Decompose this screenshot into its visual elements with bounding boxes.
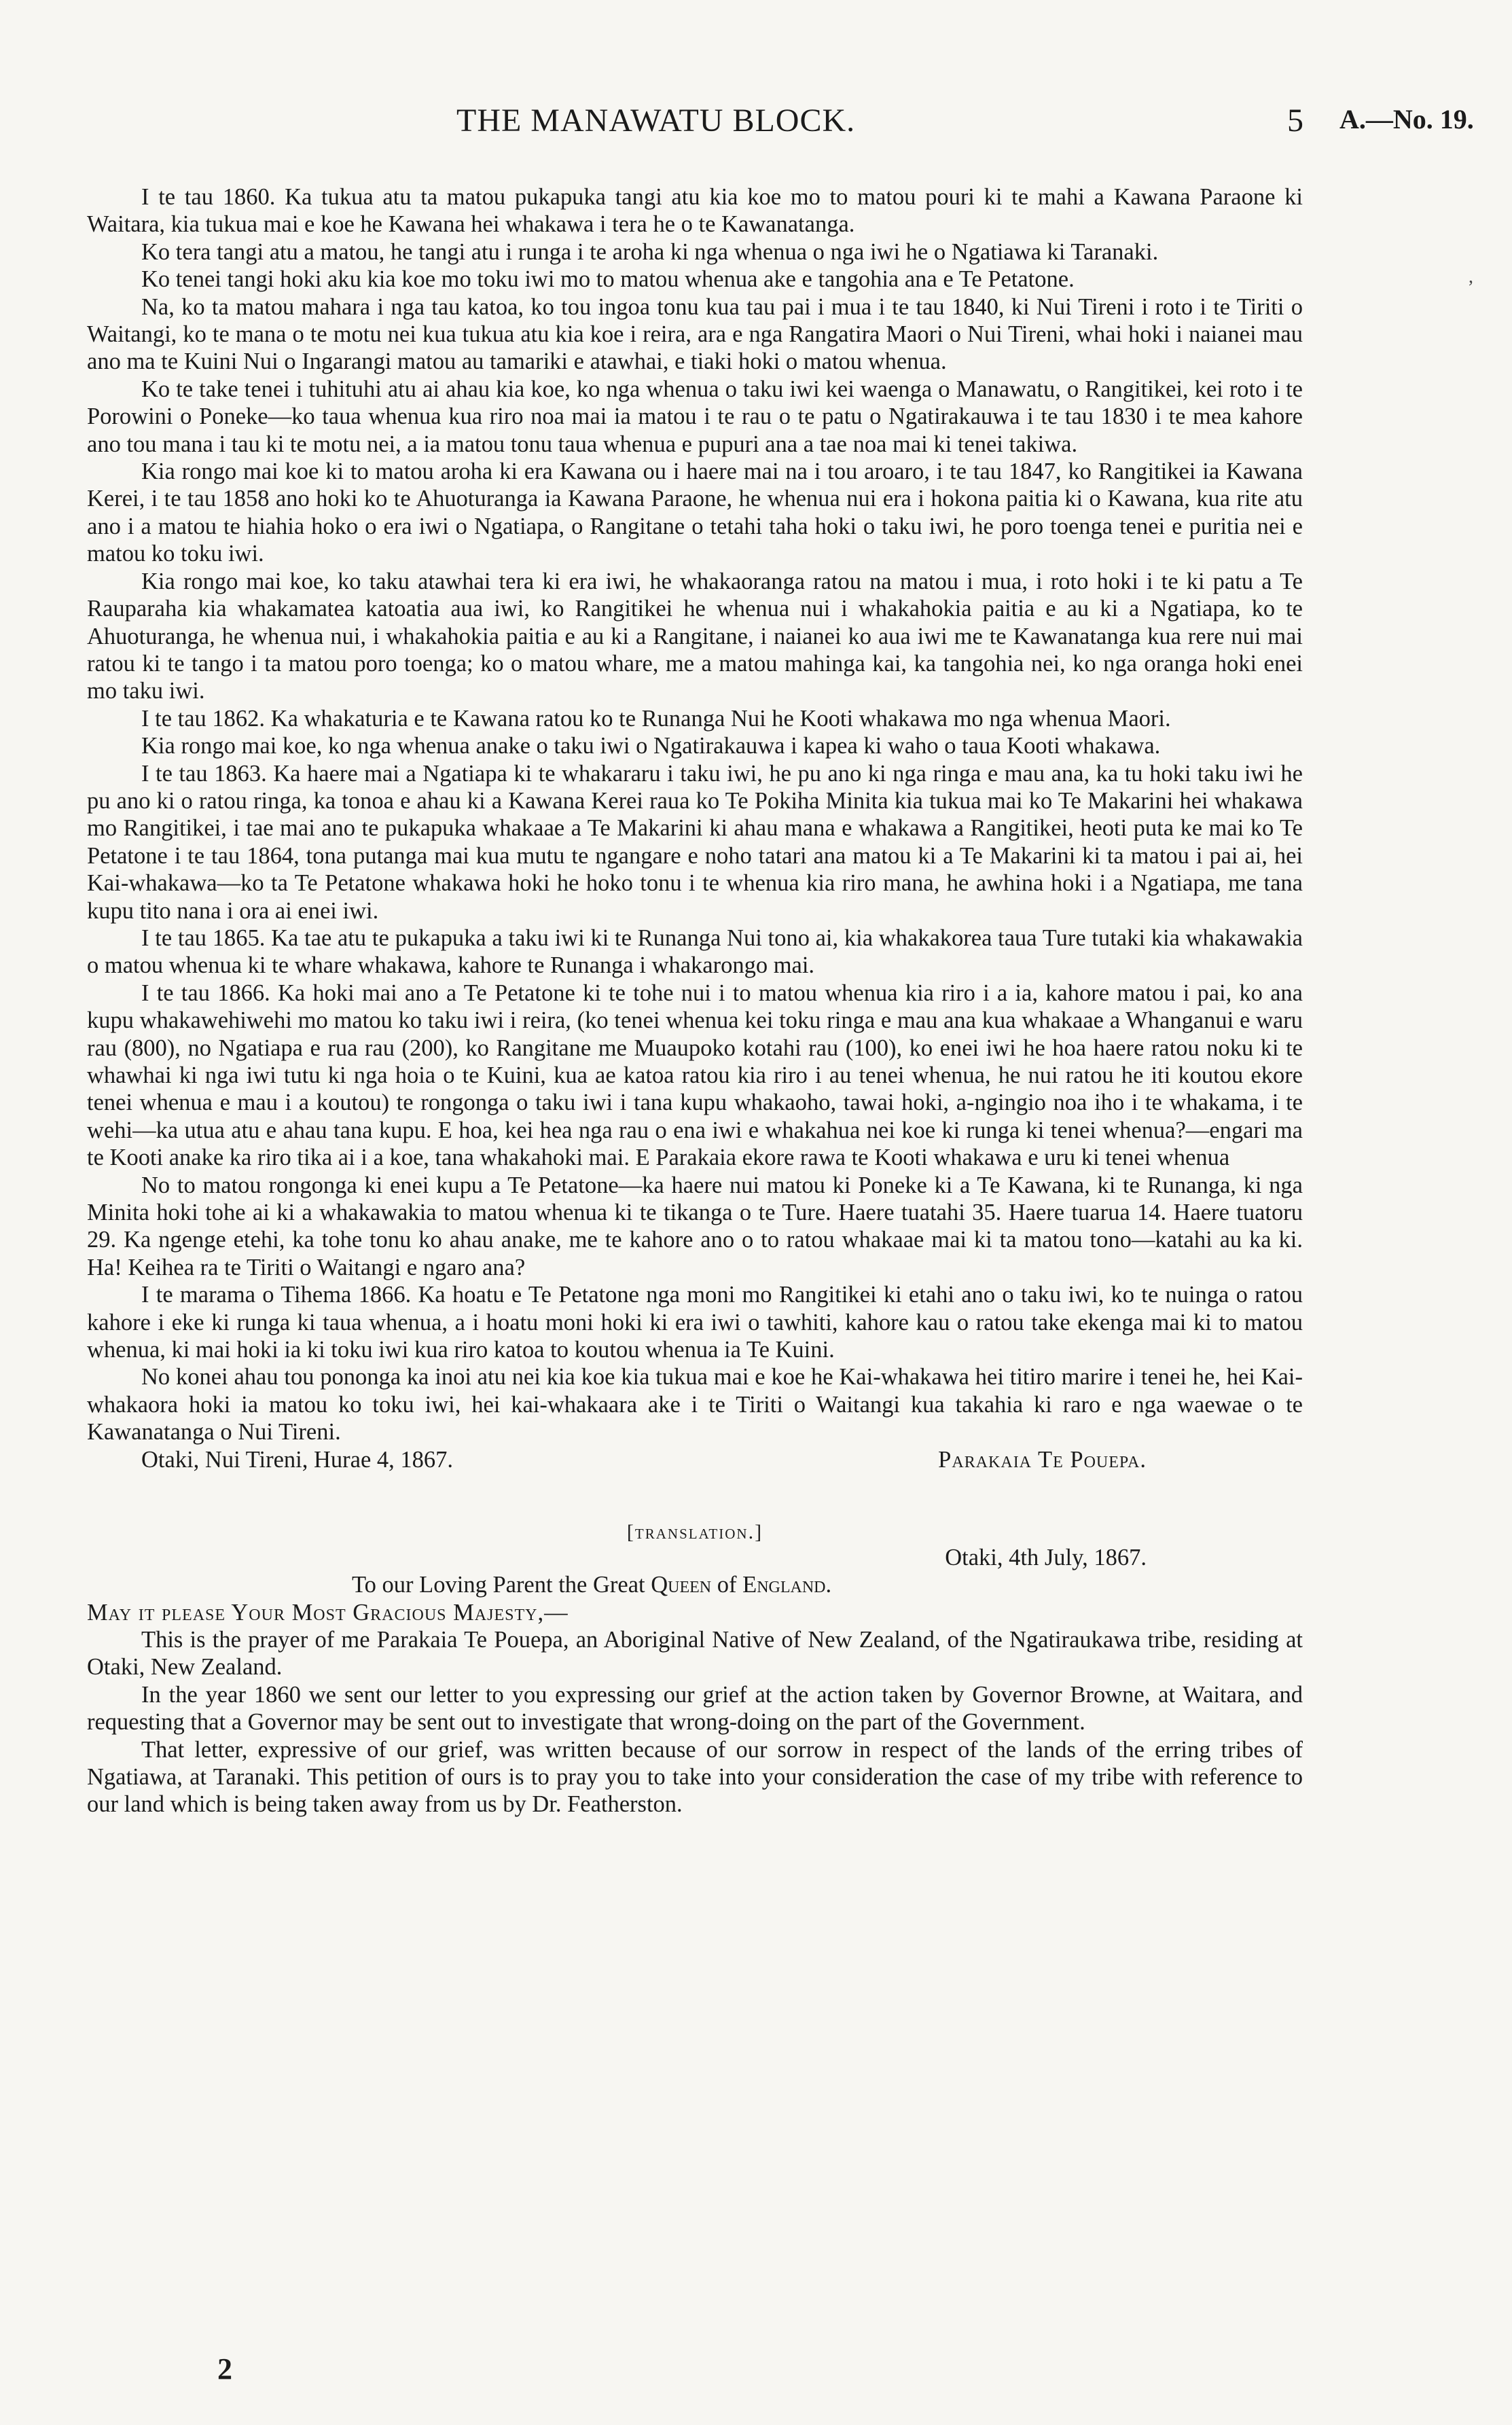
translation-paragraph: In the year 1860 we sent our letter to you expressing our grief at the action taken by Governor Browne, at Waitara, and requesting that a Governor may be sent out to investigate that wrong-doing on the part of the Government.	[87, 1681, 1303, 1736]
maori-paragraph: Kia rongo mai koe ki to matou aroha ki era Kawana ou i haere mai na i tou aroaro, i te tau 1847, ko Rangitikei ia Kawana Kerei, i te tau 1858 ano hoki ko te Ahuoturanga ia Kawana Paraone, he whenua nui era i hokona paitia ki o Kawana, kua rite atu ano i a matou te hiahia hoko o era iwi o Ngatiapa, o Rangitane o tetahi taha hoki o taku iwi, he poro toenga tenei e puritia nei e matou ko toku iwi.	[87, 459, 1303, 567]
maori-paragraph: I te marama o Tihema 1866. Ka hoatu e Te Petatone nga moni mo Rangitikei ki etahi ano o taku iwi, ko te nuinga o ratou kahore i eke ki runga ki taua whenua, a i hoatu moni hoki ki era iwi o tawhiti, kahore kau o ratou take ekenga mai ki to matou whenua, ki mai hoki ia ki toku iwi kua riro katoa to koutou whenua ia Te Kuini.	[87, 1282, 1303, 1363]
document-reference: A.—No. 19.	[1339, 104, 1474, 134]
maori-paragraph: I te tau 1863. Ka haere mai a Ngatiapa ki te whakararu i taku iwi, he pu ano ki nga ringa e mau ana, ka tu hoki taku iwi he pu ano ki o ratou ringa, ka tonoa e ahau ki a Kawana Kerei raua ko Te Pokiha Minita kia tukua mai ko Te Makarini hei whakawa mo Rangitikei, i tae mai ano te pukapuka whakaae a Te Makarini ki ahau mana e whakawa a Rangitikei, heoti puta ke mai ko Te Petatone i te tau 1864, tona putanga mai kua mutu te ngangare e noho tatari ana matou ki a Te Makarini ki ta matou i pai ai, hei Kai-whakawa—ko ta Te Petatone whakawa hoki he hoko tonu i te whenua kia riro mana, he awhina hoki i a Ngatiapa, me tana kupu tito nana i ora ai enei iwi.	[87, 760, 1303, 924]
maori-paragraph: I te tau 1862. Ka whakaturia e te Kawana ratou ko te Runanga Nui he Kooti whakawa mo nga whenua Maori.	[141, 705, 1171, 732]
address-queen: Queen	[651, 1572, 712, 1598]
translation-paragraph: That letter, expressive of our grief, was written because of our sorrow in respect of the lands of the erring tribes of Ngatiawa, at Taranaki. This petition of ours is to pray you to take into your consideration the case of my tribe with reference to our land which is being taken away from us by Dr. Featherston.	[87, 1736, 1303, 1818]
translation-paragraph: This is the prayer of me Parakaia Te Pouepa, an Aboriginal Native of New Zealand, of the Ngatiraukawa tribe, residing at Otaki, New Zealand.	[87, 1626, 1303, 1681]
document-body	[87, 183, 1303, 1818]
maori-paragraph: Na, ko ta matou mahara i nga tau katoa, ko tou ingoa tonu kua tau pai i mua i te tau 1840, ki Nui Tireni i roto i te Tiriti o Waitangi, ko te mana o te motu nei kua tukua atu kia koe i reira, ara e nga Rangatira Maori o Nui Tireni, whai hoki i naianei mau ano ma te Kuini Nui o Ingarangi matou au tamariki e atawhai, e tiaki hoki o matou whenua.	[87, 293, 1303, 375]
maori-paragraph: Ko tenei tangi hoki aku kia koe mo toku iwi mo to matou whenua ake e tangohia ana e Te Petatone.	[141, 266, 1075, 293]
maori-paragraph: I te tau 1860. Ka tukua atu ta matou pukapuka tangi atu kia koe mo to matou pouri ki te mahi a Kawana Paraone ki Waitara, kia tukua mai e koe he Kawana hei whakawa i tera he o te Kawanatanga.	[87, 184, 1303, 238]
translation-salutation: May it please Your Most Gracious Majesty,—	[87, 1599, 569, 1625]
maori-paragraph: No to matou rongonga ki enei kupu a Te Petatone—ka haere nui matou ki Poneke ki a Te Kawana, ki te Runanga, ki nga Minita hoki tohe ai ki a whakawakia to matou whenua ki te tikanga o te Ture. Haere tuatahi 35. Haere tuarua 14. Haere tuatoru 29. Ka ngenge etehi, ka tohe tonu ko ahau anake, me te kahore ano o to ratou whakaae mai ki ta matou tono—katahi au ka ki. Ha! Keihea ra te Tiriti o Waitangi e ngaro ana?	[87, 1172, 1303, 1280]
translation-address	[87, 1571, 1303, 1598]
maori-paragraph: I te tau 1865. Ka tae atu te pukapuka a taku iwi ki te Runanga Nui tono ai, kia whakakorea taua Ture tutaki kia whakawakia o matou whenua ki te whare whakawa, kahore te Runanga i whakarongo mai.	[87, 924, 1303, 979]
address-text: To our Loving Parent the Great	[352, 1572, 651, 1598]
maori-paragraph: Ko tera tangi atu a matou, he tangi atu i runga i te aroha ki nga whenua o nga iwi he o Ngatiawa ki Taranaki.	[141, 238, 1159, 265]
address-england: England.	[742, 1572, 832, 1598]
maori-paragraph: No konei ahau tou pononga ka inoi atu nei kia koe kia tukua mai e koe he Kai-whakawa hei titiro marire i tenei he, hei Kai-whakaora hoki ia matou ko toku iwi, hei kai-whakaara ake i te Tiriti o Waitangi kua takahia ki raro e nga waewae o te Kawanatanga o Nui Tireni.	[87, 1364, 1303, 1445]
signoff-place-date: Otaki, Nui Tireni, Hurae 4, 1867.	[141, 1446, 454, 1473]
maori-paragraph: I te tau 1866. Ka hoki mai ano a Te Petatone ki te tohe nui i to matou whenua kia riro i a ia, kahore matou i pai, ko ana kupu whakawehiwehi mo matou ko taku iwi i reira, (ko tenei whenua kei toku ringa e mau ana kua whakaae a Whanganui e waru rau (800), no Ngatiapa e rua rau (200), ko Rangitane me Muaupoko kotahi rau (100), ko enei iwi he hoa haere ratou noku ki te whawhai ki nga iwi tutu ki nga hoia o te Kuini, kua ae katoa ratou kia riro i au tenei whenua, he nui ratou he iti koutou ekore tenei whenua e mau i a koutou) te rongonga o taku iwi i tana kupu whakaoho, tawai hoki, a-ngingio noa iho i te whakama, i te wehi—ka utua atu e ahau tana kupu. E hoa, kei hea nga rau o ena iwi e whakahua nei koe ki runga ki tenei whenua?—engari ma te Kooti anake ka riro tika ai i a koe, tana whakahoki mai. E Parakaia ekore rawa te Kooti whakawa e uru ki tenei whenua	[87, 980, 1303, 1171]
translation-heading: [translation.]	[626, 1520, 763, 1543]
signoff-signature: Parakaia Te Pouepa.	[938, 1446, 1147, 1473]
signature-mark: 2	[217, 2352, 232, 2386]
maori-paragraph: Kia rongo mai koe, ko nga whenua anake o taku iwi o Ngatirakauwa i kapea ki waho o taua Kooti whakawa.	[141, 733, 1161, 759]
page-header	[0, 102, 1512, 143]
address-of: of	[711, 1572, 743, 1598]
maori-paragraph: Ko te take tenei i tuhituhi atu ai ahau kia koe, ko nga whenua o taku iwi kei waenga o Manawatu, o Rangitikei, kei roto i te Porowini o Poneke—ko taua whenua kua riro noa mai ia matou i te rau o te patu o Ngatirakauwa i te tau 1830 i te mea kahore ano tou mana i tau ki te motu nei, a ia matou tonu taua whenua e pupuri ana a tae noa mai ki tenei takiwa.	[87, 376, 1303, 457]
maori-paragraph: Kia rongo mai koe, ko taku atawhai tera ki era iwi, he whakaoranga ratou na matou i mua, i roto hoki i te ki patu a Te Rauparaha kia whakamatea katoatia aua iwi, ko Rangitikei he whenua nui i whakahokia paitia e au ki a Ngatiapa, ko te Ahuoturanga, he whenua nui, i whakahokia paitia e au ki a Rangitane, i naianei ko aua iwi me te Kawanatanga kua rere nui mai ratou ki te tango i ta matou poro toenga; ko o matou whare, me a matou mahinga kai, ka tangohia nei, ko nga oranga hoki enei mo taku iwi.	[87, 568, 1303, 704]
margin-tick: ,	[1469, 266, 1473, 287]
page-title: THE MANAWATU BLOCK.	[456, 103, 856, 139]
page-number: 5	[1287, 103, 1303, 139]
translation-date: Otaki, 4th July, 1867.	[945, 1544, 1147, 1570]
maori-signoff	[87, 1446, 1303, 1473]
